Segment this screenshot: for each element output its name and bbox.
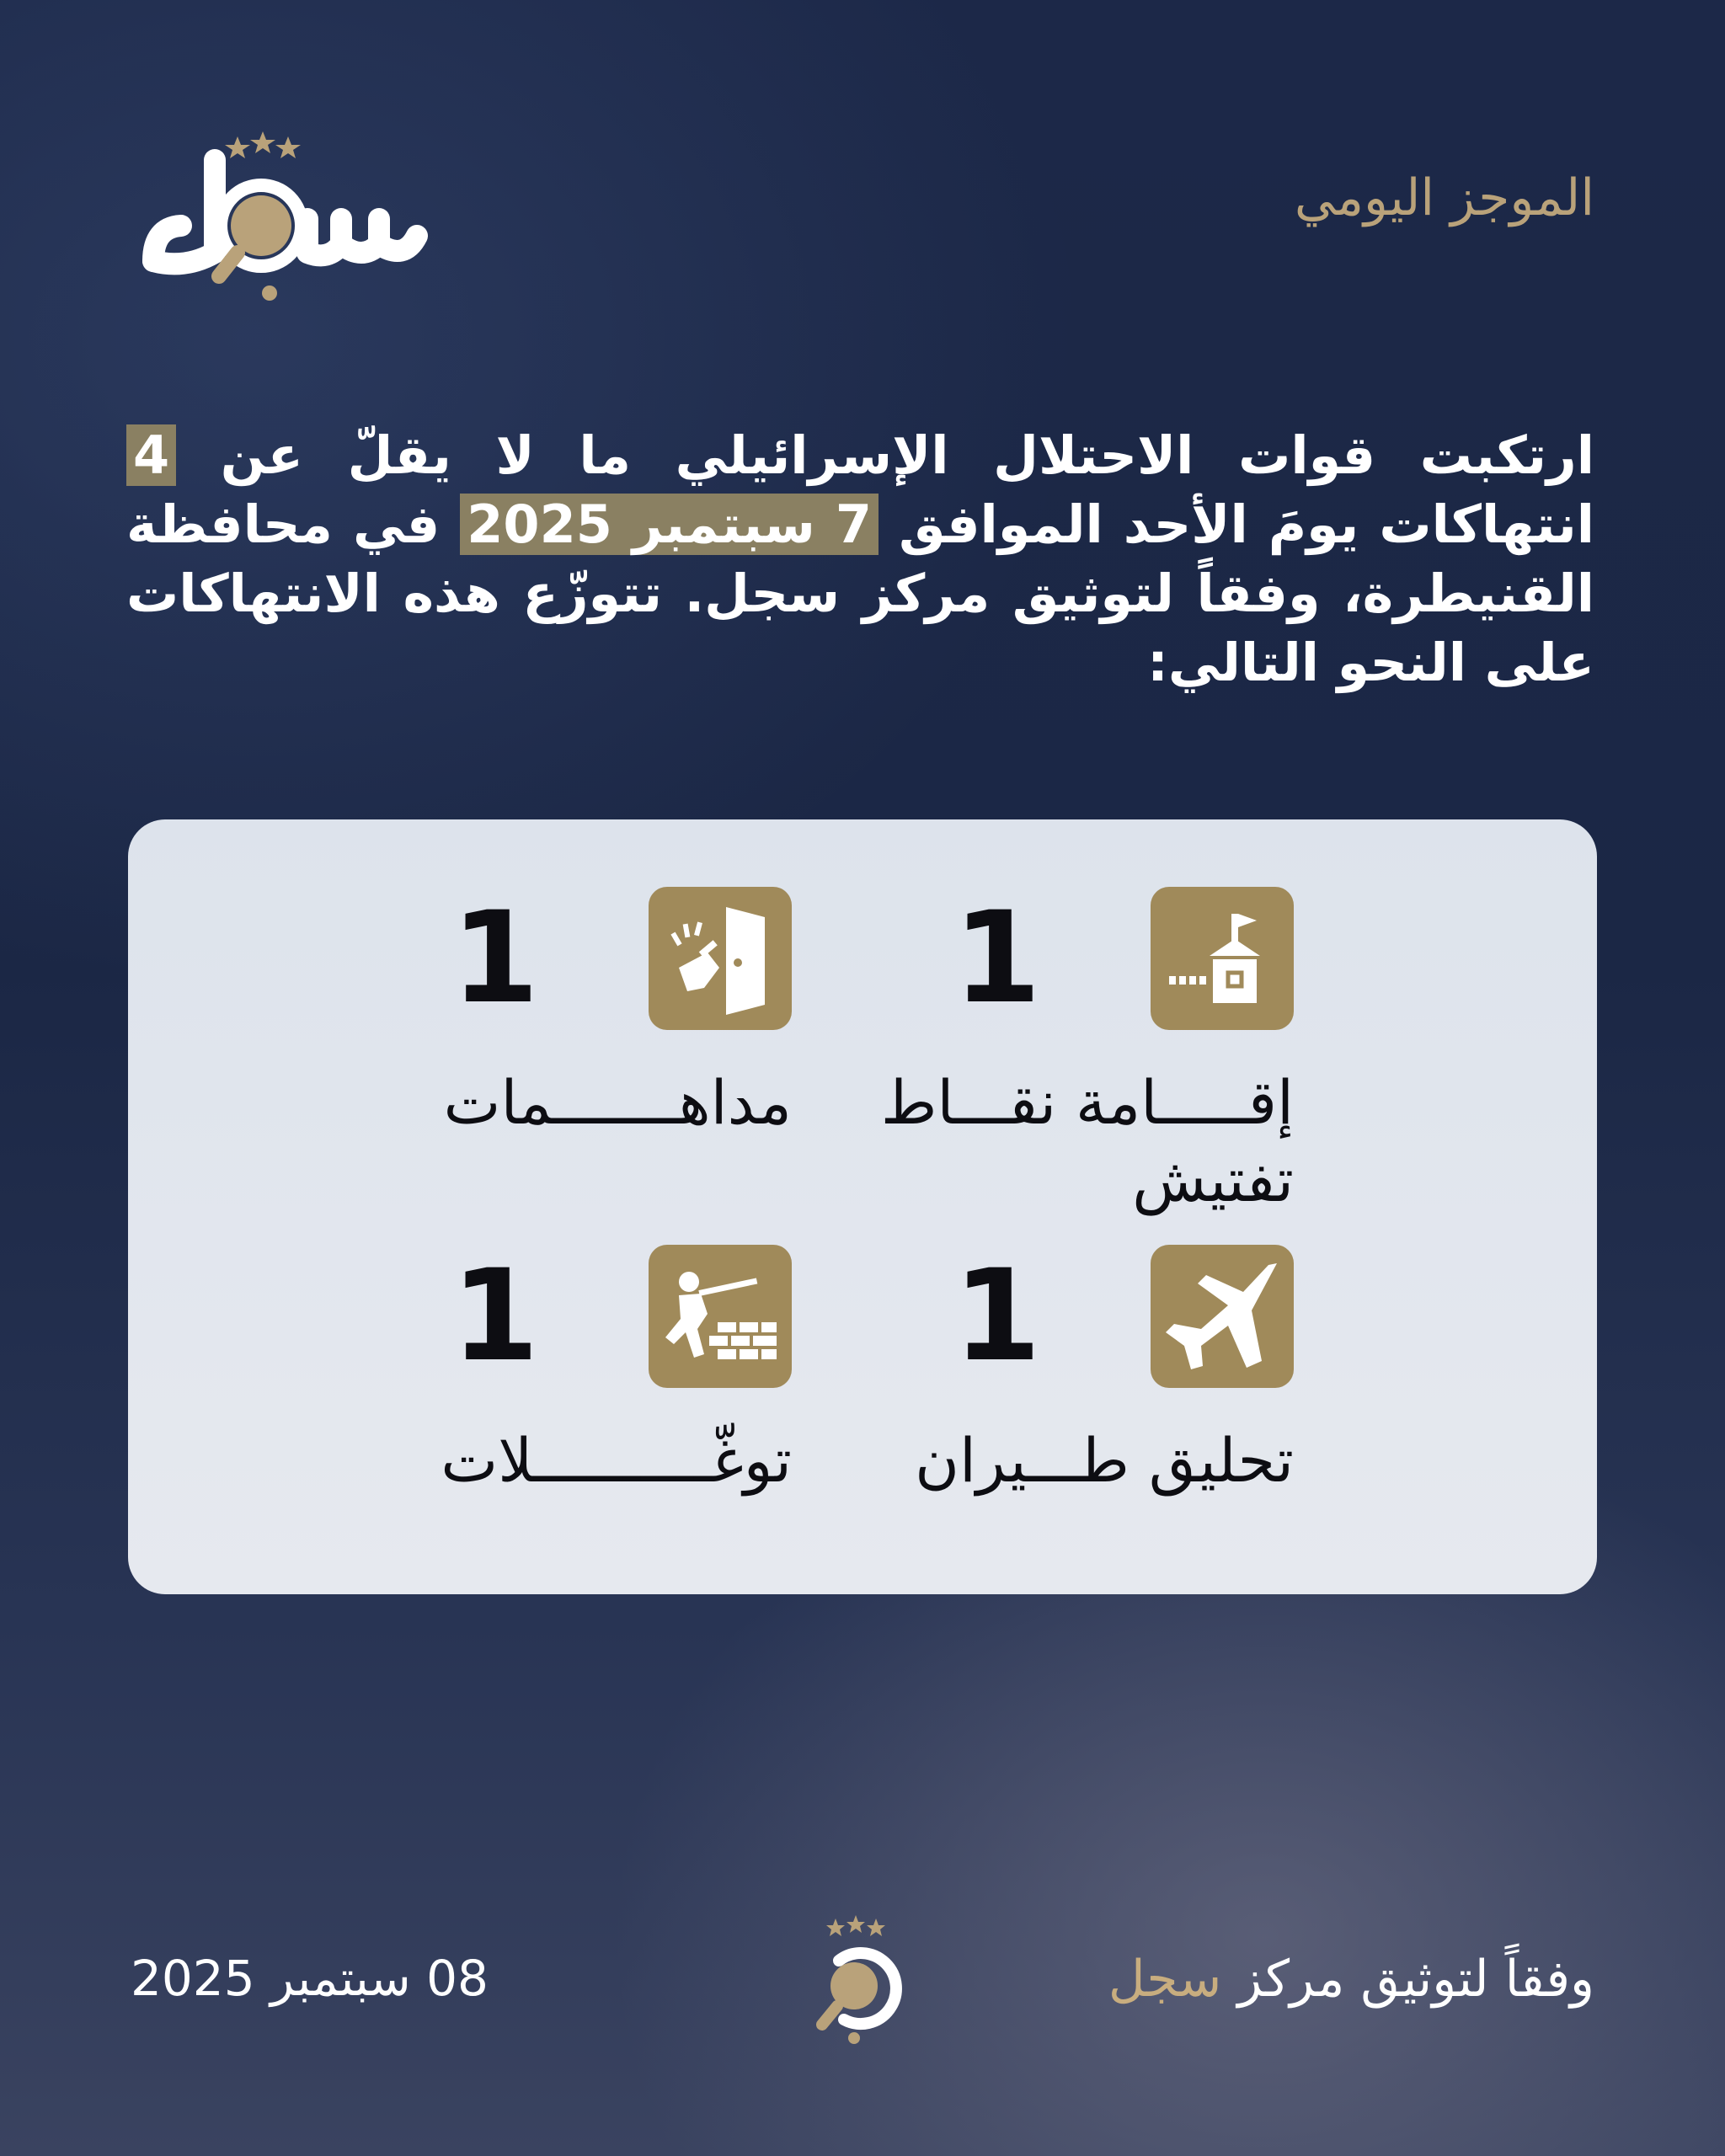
stat-label: تحليق طـــيران (915, 1425, 1294, 1496)
intro-text-1: ارتكبت قوات الاحتلال الإسرائيلي ما لا يقلّ عن (176, 424, 1594, 486)
intro-text-2: انتهاكات يومَ الأحد الموافق (879, 494, 1595, 555)
stat-checkpoints (788, 887, 1294, 1241)
violations-count-highlight: 4 (126, 424, 176, 486)
stat-value: 1 (953, 1243, 1041, 1390)
stat-raids (286, 887, 792, 1241)
stats-card (128, 819, 1597, 1594)
brand-logo (135, 126, 438, 303)
stat-value: 1 (451, 885, 539, 1032)
stat-label: توغّــــــــــلات (441, 1425, 792, 1496)
footer-source (1108, 1950, 1594, 2009)
footer-logo (800, 1912, 918, 2047)
stat-label: إقـــــامة نقـــاط تفتيش (880, 1067, 1294, 1215)
page-title: الموجز اليومي (1294, 168, 1594, 227)
footer-source-prefix: وفقاً لتوثيق مركز (1221, 1950, 1594, 2009)
date-highlight: 7 سبتمبر 2025 (460, 494, 879, 555)
stat-value: 1 (451, 1243, 539, 1390)
stat-label: مداهـــــــمات (443, 1067, 792, 1138)
footer-date: 08 سبتمبر 2025 (131, 1950, 489, 2007)
footer-source-name: سجل (1108, 1950, 1222, 2009)
soldier-wall-icon (649, 1245, 792, 1388)
sijil-logo-icon (135, 126, 438, 303)
stat-aviation (788, 1245, 1294, 1598)
sijil-mark-icon (800, 1912, 918, 2047)
checkpoint-icon (1151, 887, 1294, 1030)
fighter-jet-icon (1151, 1245, 1294, 1388)
stat-value: 1 (953, 885, 1041, 1032)
intro-text-3: في محافظة القنيطرة، وفقاً لتوثيق مركز سجل. تتوزّع هذه الانتهاكات على النحو التالي: (126, 494, 1594, 693)
intro-paragraph (126, 421, 1594, 697)
stat-incursions (286, 1245, 792, 1598)
raid-door-icon (649, 887, 792, 1030)
